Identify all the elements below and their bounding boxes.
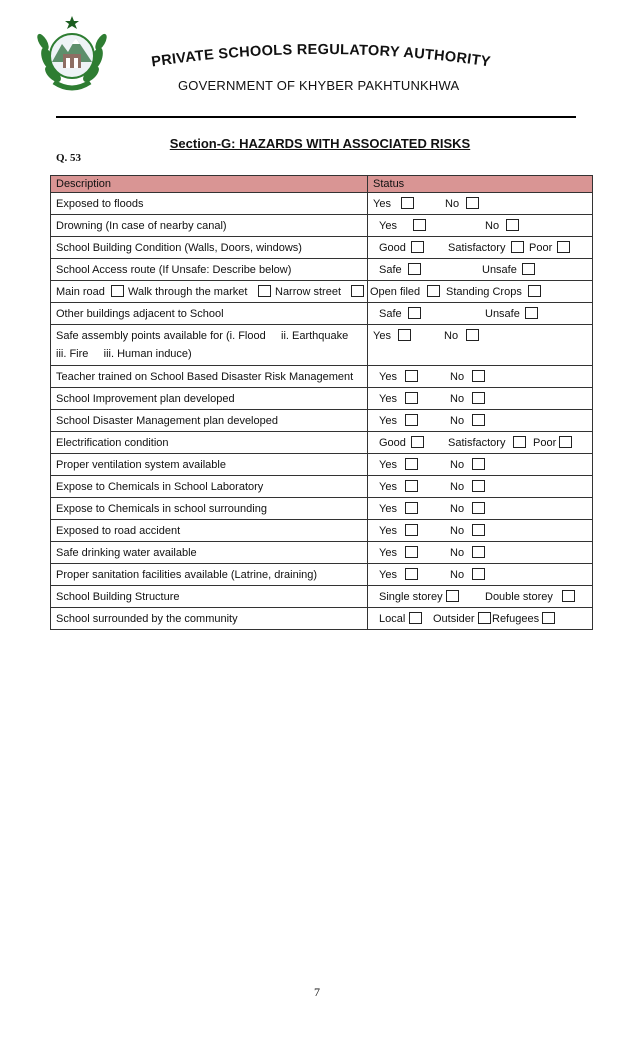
table-row (51, 542, 593, 564)
yes-checkbox[interactable] (401, 197, 414, 209)
row-description: Exposed to floods (51, 193, 368, 215)
no-checkbox[interactable] (472, 370, 485, 382)
row-description: Expose to Chemicals in School Laboratory (51, 476, 368, 498)
option-label: Single storey (379, 590, 443, 603)
row-description: Safe drinking water available (51, 542, 368, 564)
yes-checkbox[interactable] (405, 370, 418, 382)
option-label: Satisfactory (448, 241, 506, 254)
table-header-row (51, 176, 593, 193)
no-checkbox[interactable] (472, 546, 485, 558)
row-description: School Building Structure (51, 586, 368, 608)
option-label: No (450, 480, 465, 493)
option-label: Yes (379, 370, 397, 383)
standing-crops-checkbox[interactable] (528, 285, 541, 297)
table-row (51, 193, 593, 215)
option-label: No (450, 458, 465, 471)
table-row (51, 608, 593, 630)
row-description: Exposed to road accident (51, 520, 368, 542)
row-description: Safe assembly points available for (i. Flood ii. Earthquake iii. Fire iii. Human induce) (51, 325, 368, 366)
route-option-label: Narrow street (275, 285, 342, 298)
yes-checkbox[interactable] (405, 568, 418, 580)
satisfactory-checkbox[interactable] (511, 241, 524, 253)
refugees-checkbox[interactable] (542, 612, 555, 624)
svg-text:PRIVATE SCHOOLS REGULATORY AUT: PRIVATE SCHOOLS REGULATORY AUTHORITY (150, 41, 492, 71)
government-subtitle: GOVERNMENT OF KHYBER PAKHTUNKHWA (178, 78, 460, 93)
no-checkbox[interactable] (472, 480, 485, 492)
table-row (51, 259, 593, 281)
section-title: Section-G: HAZARDS WITH ASSOCIATED RISKS (169, 136, 471, 151)
description-header: Description (51, 176, 368, 193)
option-label: Refugees (492, 612, 540, 625)
row-description: Electrification condition (51, 432, 368, 454)
table-row (51, 325, 593, 366)
option-label: Safe (379, 307, 402, 320)
yes-checkbox[interactable] (405, 546, 418, 558)
row-description: Drowning (In case of nearby canal) (51, 215, 368, 237)
option-label: No (450, 524, 465, 537)
option-label: Standing Crops (446, 285, 522, 298)
row-description: School Disaster Management plan developed (51, 410, 368, 432)
option-label: Safe (379, 263, 402, 276)
option-label: Yes (373, 330, 391, 342)
open-field-checkbox[interactable] (427, 285, 440, 297)
option-label: Outsider (433, 612, 475, 625)
table-row (51, 586, 593, 608)
outsider-checkbox[interactable] (478, 612, 491, 624)
table-row (51, 410, 593, 432)
option-label: Poor (529, 241, 553, 254)
route-option-label: Walk through the market (128, 285, 248, 298)
option-label: Local (379, 612, 406, 625)
hazards-table (50, 175, 593, 630)
option-label: Poor (533, 436, 557, 449)
option-label: Double storey (485, 590, 553, 603)
option-label: No (450, 370, 465, 383)
yes-checkbox[interactable] (405, 480, 418, 492)
yes-checkbox[interactable] (405, 502, 418, 514)
row-description: Other buildings adjacent to School (51, 303, 368, 325)
option-label: No (444, 330, 459, 342)
option-label: No (485, 219, 500, 232)
header-divider (56, 116, 576, 118)
unsafe-checkbox[interactable] (525, 307, 538, 319)
yes-checkbox[interactable] (398, 329, 411, 341)
yes-checkbox[interactable] (405, 524, 418, 536)
option-label: Good (379, 436, 406, 449)
status-header: Status (368, 176, 593, 193)
double-storey-checkbox[interactable] (562, 590, 575, 602)
row-description: Proper ventilation system available (51, 454, 368, 476)
single-storey-checkbox[interactable] (446, 590, 459, 602)
yes-checkbox[interactable] (413, 219, 426, 231)
row-description: Expose to Chemicals in school surrounding (51, 498, 368, 520)
no-checkbox[interactable] (472, 502, 485, 514)
kp-government-emblem (36, 12, 108, 100)
poor-checkbox[interactable] (557, 241, 570, 253)
option-label: Unsafe (485, 307, 520, 320)
table-row (51, 303, 593, 325)
authority-title (126, 40, 516, 76)
no-checkbox[interactable] (466, 197, 479, 209)
no-checkbox[interactable] (472, 568, 485, 580)
satisfactory-checkbox[interactable] (513, 436, 526, 448)
table-row (51, 564, 593, 586)
no-checkbox[interactable] (506, 219, 519, 231)
yes-checkbox[interactable] (405, 414, 418, 426)
option-label: Yes (379, 392, 397, 405)
table-row (51, 281, 593, 303)
no-checkbox[interactable] (472, 524, 485, 536)
main-road-checkbox[interactable] (111, 285, 124, 297)
option-label: Yes (379, 414, 397, 427)
safe-checkbox[interactable] (408, 307, 421, 319)
option-label: Satisfactory (448, 436, 506, 449)
table-row (51, 237, 593, 259)
row-description: School Improvement plan developed (51, 388, 368, 410)
yes-checkbox[interactable] (405, 392, 418, 404)
good-checkbox[interactable] (411, 241, 424, 253)
market-checkbox[interactable] (258, 285, 271, 297)
page-number: 7 (314, 985, 320, 999)
option-label: Open filed (370, 285, 421, 298)
row-description: School Access route (If Unsafe: Describe below) (51, 259, 368, 281)
option-label: No (450, 546, 465, 559)
option-label: Unsafe (482, 263, 517, 276)
option-label: No (450, 568, 465, 581)
local-checkbox[interactable] (409, 612, 422, 624)
option-label: Yes (379, 458, 397, 471)
table-row (51, 366, 593, 388)
option-label: Yes (379, 219, 397, 232)
option-label: Yes (373, 197, 391, 210)
no-checkbox[interactable] (472, 458, 485, 470)
table-row (51, 432, 593, 454)
option-label: Yes (379, 502, 397, 515)
no-checkbox[interactable] (466, 329, 479, 341)
table-row (51, 476, 593, 498)
option-label: Yes (379, 546, 397, 559)
option-label: Yes (379, 524, 397, 537)
table-row (51, 454, 593, 476)
table-row (51, 520, 593, 542)
narrow-street-checkbox[interactable] (351, 285, 364, 297)
row-description: Proper sanitation facilities available (Latrine, draining) (51, 564, 368, 586)
option-label: Yes (379, 480, 397, 493)
good-checkbox[interactable] (411, 436, 424, 448)
table-row (51, 498, 593, 520)
option-label: Good (379, 241, 406, 254)
route-option-label: Main road (56, 285, 105, 298)
safe-checkbox[interactable] (408, 263, 421, 275)
yes-checkbox[interactable] (405, 458, 418, 470)
row-description: Teacher trained on School Based Disaster Risk Management (51, 366, 368, 388)
unsafe-checkbox[interactable] (522, 263, 535, 275)
no-checkbox[interactable] (472, 414, 485, 426)
option-label: No (450, 392, 465, 405)
no-checkbox[interactable] (472, 392, 485, 404)
question-number: Q. 53 (56, 152, 82, 164)
option-label: No (450, 414, 465, 427)
row-description: School Building Condition (Walls, Doors, windows) (51, 237, 368, 259)
option-label: No (450, 502, 465, 515)
table-row (51, 388, 593, 410)
table-row (51, 215, 593, 237)
row-description: School surrounded by the community (51, 608, 368, 630)
option-label: Yes (379, 568, 397, 581)
poor-checkbox[interactable] (559, 436, 572, 448)
option-label: No (445, 197, 460, 210)
